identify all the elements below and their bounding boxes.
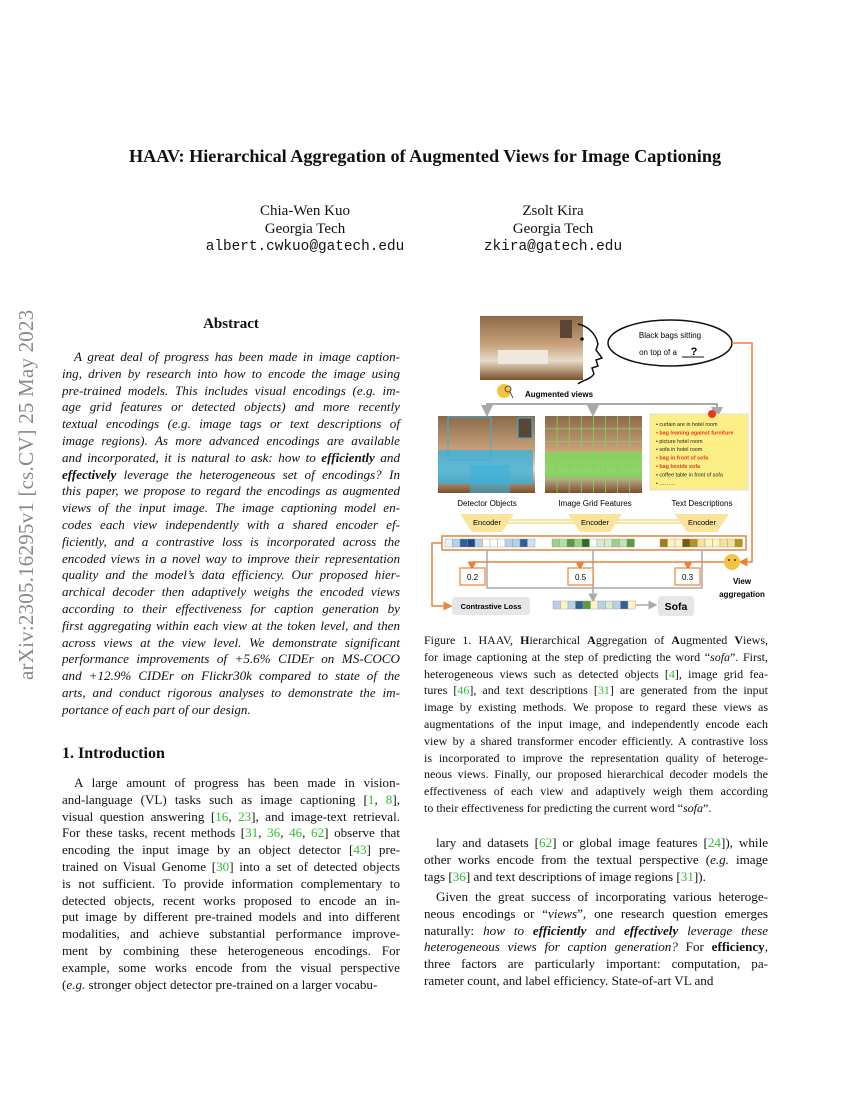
token-cell	[528, 539, 536, 547]
token-cell	[612, 539, 620, 547]
text-line: modalities, and achieve substantial performance improve-	[62, 926, 400, 942]
text-description-item: • ………	[656, 480, 676, 487]
token-cell	[490, 539, 498, 547]
magnifier-emoji-icon	[497, 384, 513, 398]
text-line: example, some works encode from the visual perspective	[62, 959, 400, 975]
token-cell	[520, 539, 528, 547]
view-weight-3	[675, 568, 700, 585]
output-token-cell	[591, 601, 599, 609]
output-token-cell	[621, 601, 629, 609]
token-cell	[475, 539, 483, 547]
output-token-cell	[576, 601, 584, 609]
author-affiliation: Georgia Tech	[264, 221, 346, 237]
token-cell	[675, 539, 683, 547]
token-cell	[505, 539, 513, 547]
abstract-heading: Abstract	[203, 316, 259, 332]
svg-text:Encoder: Encoder	[473, 518, 501, 527]
text-line: tures [46], and text descriptions [31] are generated from the input	[424, 683, 769, 698]
output-token-cell	[598, 601, 606, 609]
contrastive-loss-box	[452, 597, 530, 615]
token-cell	[713, 539, 721, 547]
text-line: codes each view independently with a shared encoder ef-	[62, 516, 400, 532]
text-line: textual encodings (e.g. image tags or text descriptions of	[62, 416, 400, 432]
text-line: encoding the input image by an object detector [43] pre-	[62, 842, 401, 858]
introduction-body	[62, 775, 400, 993]
token-cell	[735, 539, 743, 547]
text-line: neous encodings or “views”, one research question emerges	[424, 905, 768, 921]
svg-text:Sofa: Sofa	[664, 601, 688, 613]
author-email: zkira@gatech.edu	[483, 239, 623, 255]
citation-link[interactable]: 36	[452, 868, 466, 884]
svg-text:0.3: 0.3	[681, 573, 694, 582]
text-line: is not sufficient. To provide information complementary to	[62, 875, 400, 891]
svg-text:Encoder: Encoder	[688, 518, 716, 527]
arxiv-identifier: arXiv:2305.16295v1 [cs.CV] 25 May 2023	[14, 309, 38, 680]
svg-text:Contrastive Loss: Contrastive Loss	[460, 602, 522, 611]
citation-link[interactable]: 46	[457, 683, 470, 698]
token-cell	[590, 539, 598, 547]
figure-diagram	[420, 310, 770, 620]
text-line: quality and the model’s data efficiency. Our proposed hier-	[62, 567, 400, 583]
citation-link[interactable]: 43	[353, 842, 367, 858]
author-name: Zsolt Kira	[522, 203, 584, 219]
text-description-item: • picture hotel room	[656, 438, 703, 445]
output-token-cell	[553, 601, 561, 609]
paper-title: HAAV: Hierarchical Aggregation of Augmented Views for Image Captioning	[128, 146, 722, 166]
token-cell	[498, 539, 506, 547]
text-line: trained on Visual Genome [30] into a set of detected objects	[62, 858, 401, 874]
token-cell	[445, 539, 453, 547]
token-cell	[552, 539, 560, 547]
right-column-paragraph-1	[424, 835, 768, 885]
output-token-cell	[628, 601, 636, 609]
text-line: effectively leverage the heterogeneous set of encodings? In	[62, 466, 400, 482]
text-line: image by existing methods. We propose to regard these views as	[424, 700, 768, 715]
view-label-grid: Image Grid Features	[558, 499, 632, 508]
detector-objects-image	[438, 416, 535, 493]
author-block-1	[175, 202, 435, 256]
encoder-1	[460, 514, 514, 532]
figure-1	[420, 310, 770, 620]
token-cell	[582, 539, 590, 547]
text-line: age grid features or detected objects) and more recently	[62, 399, 400, 415]
svg-text:Encoder: Encoder	[581, 518, 609, 527]
output-token-cell	[613, 601, 621, 609]
text-line: naturally: how to efficiently and effectively leverage these	[424, 922, 769, 938]
text-line: this paper, we propose to regard the encodings as augmented	[62, 483, 400, 499]
token-cell	[698, 539, 706, 547]
text-line: neous views. Finally, our proposed hierarchical decoder models the	[424, 767, 768, 782]
token-cell	[683, 539, 691, 547]
view-label-text: Text Descriptions	[671, 499, 733, 508]
text-line: and +12.9% CIDEr on Flickr30k compared to state of the	[62, 668, 400, 684]
text-line: and-language (VL) tasks such as image captioning [1, 8],	[62, 791, 400, 807]
token-cell	[483, 539, 491, 547]
text-line: ficiently, and a contrastive loss is incorporated across the	[62, 533, 400, 549]
text-line: first aggregating within each view at the token level, and then	[62, 617, 400, 633]
token-cell	[690, 539, 698, 547]
view-aggregation-label-1: View	[732, 577, 752, 586]
text-line: across views at the view level. We demonstrate significant	[62, 634, 400, 650]
text-line: for image captioning at the step of predicting the word “sofa”. First,	[424, 649, 768, 664]
encoder-2	[568, 514, 622, 532]
text-line: effectiveness of each view and adaptively weigh them according	[424, 784, 768, 799]
text-line: according to their effectiveness for caption generation by	[62, 600, 400, 616]
text-description-item: • bag in front of sofa	[656, 455, 709, 462]
right-column-paragraph-2	[424, 889, 768, 990]
text-descriptions-note	[650, 410, 748, 490]
citation-link[interactable]: 31	[597, 683, 610, 698]
text-description-item: • coffee table in front of sofa	[656, 472, 723, 479]
text-line: performance improvements of +5.6% CIDEr on MS-COCO	[62, 651, 400, 667]
token-cell	[728, 539, 736, 547]
text-line: views of the input image. The image captioning model en-	[62, 500, 400, 516]
token-cell	[560, 539, 568, 547]
text-line: For these tasks, recent methods [31, 36, 46, 62] observe that	[62, 825, 401, 841]
text-line: lary and datasets [62] or global image features [24]), while	[436, 835, 769, 850]
citation-link[interactable]: 4	[668, 666, 675, 681]
token-cell	[513, 539, 521, 547]
abstract-body	[62, 349, 400, 719]
text-line: portance of each part of our design.	[62, 701, 251, 717]
view-weight-2	[568, 568, 593, 585]
citation-link[interactable]: 1	[367, 791, 375, 807]
token-cell	[468, 539, 476, 547]
citation-link[interactable]: 62	[311, 825, 325, 841]
text-description-item: • sofa in hotel room	[656, 447, 703, 454]
text-line: A great deal of progress has been made in image caption-	[74, 349, 400, 364]
citation-link[interactable]: 31	[680, 868, 694, 884]
text-line: rameter count, and label efficiency. State-of-art VL and	[424, 972, 714, 988]
text-line: to their effectiveness for predicting the current word “sofa”.	[424, 800, 712, 815]
text-line: pre-trained models. This includes visual encodings (e.g. im-	[62, 382, 400, 398]
speech-bubble	[608, 320, 732, 366]
text-line: three factors are particularly important: computation, pa-	[424, 956, 768, 972]
text-line: augmentations of the input image, and independently encode each	[424, 716, 768, 731]
text-description-item: • bag leaning against furniture	[656, 430, 734, 437]
figure-caption	[424, 632, 768, 817]
citation-link[interactable]: 62	[539, 835, 553, 850]
text-line: ment by combining these heterogeneous encodings. For	[62, 942, 400, 958]
text-line: detected objects, recent works proposed to encode an in-	[62, 892, 400, 908]
augmented-views-label: Augmented views	[525, 390, 594, 399]
text-line: arts, and conduct rigorous analyses to demonstrate the im-	[62, 684, 400, 700]
text-line: tags [36] and text descriptions of image regions [31]).	[424, 868, 706, 884]
speech-blank: ?	[690, 346, 698, 358]
text-line: heterogeneous views such as detected objects [4], image grid fea-	[424, 666, 768, 681]
thinking-emoji-icon	[724, 554, 740, 570]
author-affiliation: Georgia Tech	[512, 221, 594, 237]
token-cell	[597, 539, 605, 547]
text-line: Given the great success of incorporating various heteroge-	[436, 889, 768, 904]
speech-text-2: on top of a	[639, 348, 677, 357]
input-image	[480, 316, 583, 380]
output-token-cell	[568, 601, 576, 609]
text-description-item: • curtain are in hotel room	[656, 422, 718, 428]
text-line: encoded views in a novel way to improve their representation	[62, 550, 400, 566]
token-cell	[705, 539, 713, 547]
encoder-3	[675, 514, 729, 532]
text-description-item: • bag beside sofa	[656, 464, 701, 470]
svg-text:0.2: 0.2	[466, 573, 479, 582]
citation-link[interactable]: 36	[267, 825, 281, 841]
citation-link[interactable]: 30	[216, 858, 230, 874]
text-line: other works encode from the textual perspective (e.g. image	[424, 851, 768, 867]
citation-link[interactable]: 24	[707, 835, 721, 850]
token-cell	[720, 539, 728, 547]
citation-link[interactable]: 16	[215, 808, 229, 824]
token-cell	[660, 539, 668, 547]
speech-text-1: Black bags sitting	[638, 331, 702, 340]
citation-link[interactable]: 23	[238, 808, 252, 824]
svg-text:0.5: 0.5	[574, 573, 587, 582]
citation-link[interactable]: 46	[289, 825, 303, 841]
text-line: image regions). As more advanced encodings are available	[62, 432, 400, 448]
token-cell	[605, 539, 613, 547]
output-token-cell	[561, 601, 569, 609]
token-cell	[567, 539, 575, 547]
output-token-cell	[606, 601, 614, 609]
text-line: ing, driven by research into how to encode the image using	[62, 365, 400, 381]
text-line: heterogeneous views for caption generation? For efficiency,	[424, 939, 768, 955]
text-line: view by a shared transformer encoder efficiently. A contrastive loss	[424, 733, 768, 748]
text-line: visual question answering [16, 23], and image-text retrieval.	[62, 808, 400, 824]
text-line: archical decoder then adaptively weighs the encoded views	[62, 584, 400, 600]
token-cell	[575, 539, 583, 547]
pushpin-icon	[708, 410, 716, 418]
token-cell	[460, 539, 468, 547]
text-line: put image by different pre-trained models and into different	[62, 909, 400, 925]
author-block-2	[423, 202, 683, 256]
token-cell	[453, 539, 461, 547]
citation-link[interactable]: 31	[245, 825, 259, 841]
introduction-heading: 1. Introduction	[62, 745, 165, 762]
output-word-box	[658, 596, 694, 616]
token-cell	[668, 539, 676, 547]
author-email: albert.cwkuo@gatech.edu	[205, 239, 405, 255]
author-name: Chia-Wen Kuo	[259, 203, 351, 219]
text-line: A large amount of progress has been made in vision-	[74, 775, 400, 790]
view-aggregation-label-2: aggregation	[719, 590, 765, 599]
view-label-detector: Detector Objects	[457, 499, 517, 508]
image-grid-features-image	[545, 416, 642, 493]
text-line: Figure 1. HAAV, Hierarchical Aggregation of Augmented Views,	[424, 633, 769, 647]
text-line: (e.g. stronger object detector pre-trained on a larger vocabu-	[62, 976, 378, 992]
output-token-cell	[583, 601, 591, 609]
token-cell	[627, 539, 635, 547]
text-line: and incorporated, it is natural to ask: how to efficiently and	[62, 449, 400, 465]
view-weight-1	[460, 568, 485, 585]
token-cell	[620, 539, 628, 547]
text-line: is incorporated to improve the representation quality of heteroge-	[424, 750, 768, 765]
citation-link[interactable]: 8	[385, 791, 393, 807]
